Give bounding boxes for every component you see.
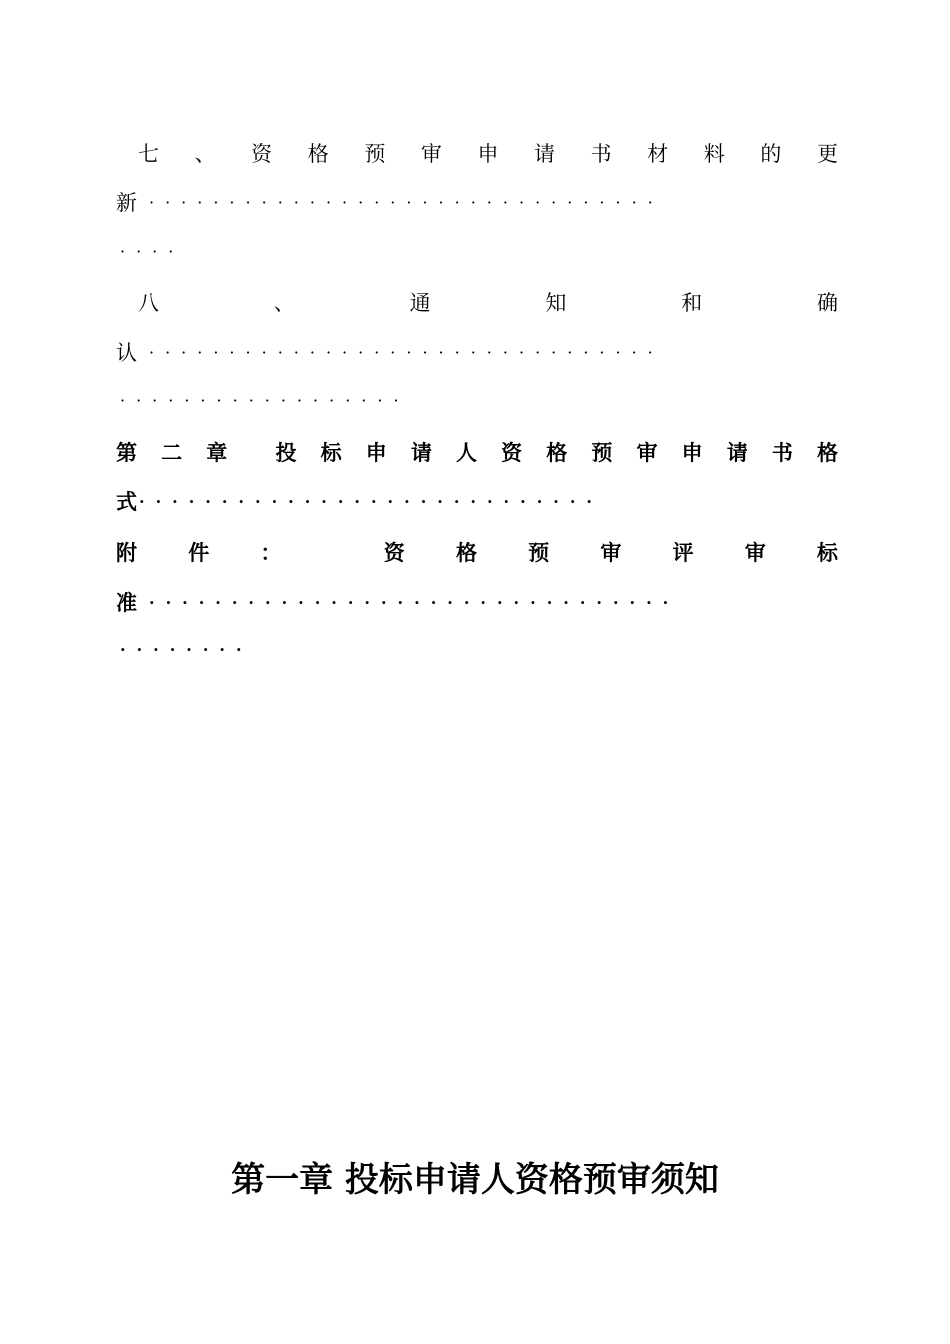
toc-char: 的 xyxy=(760,142,782,166)
toc-char: 投 xyxy=(275,440,297,465)
toc-char: 审 xyxy=(744,540,766,565)
toc-char: 二 xyxy=(161,440,183,465)
toc-char: 审 xyxy=(420,142,442,166)
toc-leader-dots: ·················· xyxy=(120,390,410,410)
toc-char: 通 xyxy=(409,291,431,315)
toc-appendix-lead: 准 xyxy=(116,590,137,615)
toc-item-8-row1 xyxy=(116,287,838,317)
toc-char: 、 xyxy=(273,291,295,315)
toc-char: 书 xyxy=(771,440,793,465)
toc-char: 标 xyxy=(320,440,342,465)
toc-item-7-lead: 新 xyxy=(116,191,137,215)
toc-char: 格 xyxy=(546,440,568,465)
toc-char: 审 xyxy=(600,540,622,565)
toc-leader-dots: ································ xyxy=(149,192,664,212)
toc-char: 请 xyxy=(410,440,432,465)
toc-char: 知 xyxy=(545,291,567,315)
toc-char: 申 xyxy=(681,440,703,465)
toc-char: 预 xyxy=(591,440,613,465)
toc-leader-dots: ········ xyxy=(120,639,253,659)
toc-item-8-row2 xyxy=(116,337,838,367)
toc-appendix-row1 xyxy=(116,537,838,567)
toc-char: 、 xyxy=(194,142,216,166)
toc-char: 章 xyxy=(206,440,228,465)
toc-char: ： xyxy=(260,540,282,565)
toc-char: 请 xyxy=(534,142,556,166)
toc-char: 更 xyxy=(816,142,838,166)
toc-char: 审 xyxy=(636,440,658,465)
toc-char: 申 xyxy=(365,440,387,465)
toc-char: 评 xyxy=(672,540,694,565)
toc-chapter-2-lead: 式 xyxy=(116,489,137,514)
toc-char: 料 xyxy=(703,142,725,166)
toc-chapter-2-row1 xyxy=(116,437,838,467)
toc-char: 资 xyxy=(251,142,273,166)
toc-item-7-row2 xyxy=(116,187,838,217)
toc-item-8-row3 xyxy=(116,385,838,415)
toc-char: 请 xyxy=(726,440,748,465)
toc-char: 附 xyxy=(116,540,137,565)
toc-char: 标 xyxy=(816,540,838,565)
toc-char: 格 xyxy=(817,440,838,465)
toc-char: 确 xyxy=(816,291,838,315)
toc-item-8-lead: 认 xyxy=(116,341,137,365)
toc-char: 人 xyxy=(456,440,477,465)
toc-char: 预 xyxy=(528,540,550,565)
chapter-1-title: 第一章 投标申请人资格预审须知 xyxy=(231,1160,719,1200)
toc-char: 格 xyxy=(307,142,329,166)
toc-leader-dots: ···· xyxy=(120,241,185,261)
toc-leader-dots: ································ xyxy=(149,342,664,362)
toc-char: 七 xyxy=(138,142,159,166)
toc-leader-dots: ································ xyxy=(149,592,680,612)
toc-char: 资 xyxy=(383,540,405,565)
toc-char: 第 xyxy=(116,440,137,465)
toc-char: 资 xyxy=(501,440,523,465)
toc-char: 材 xyxy=(647,142,669,166)
toc-char: 件 xyxy=(188,540,210,565)
toc-chapter-2-row2 xyxy=(116,486,838,516)
toc-char: 格 xyxy=(455,540,477,565)
toc-appendix-row2 xyxy=(116,587,838,617)
toc-item-7-row3 xyxy=(116,236,838,266)
toc-char: 和 xyxy=(681,291,703,315)
toc-leader-dots: ···························· xyxy=(139,491,603,511)
toc-item-7-row1 xyxy=(116,138,838,168)
toc-appendix-row3 xyxy=(116,634,838,664)
toc-char: 预 xyxy=(364,142,386,166)
toc-char: 八 xyxy=(138,291,159,315)
toc-char: 书 xyxy=(590,142,612,166)
toc-char: 申 xyxy=(477,142,499,166)
